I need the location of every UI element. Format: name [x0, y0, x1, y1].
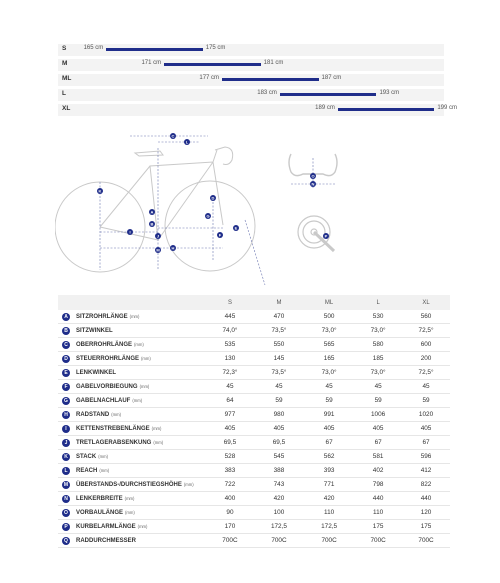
size-row — [58, 89, 444, 101]
measurement-value: 59 — [354, 394, 402, 408]
measurement-value: 110 — [354, 506, 402, 520]
measurement-value: 743 — [254, 478, 304, 492]
size-range-bar — [106, 48, 203, 51]
measurement-value: 565 — [304, 338, 354, 352]
measurement-value: 700C — [402, 534, 450, 548]
measurement-value: 405 — [206, 422, 254, 436]
measurement-value: 45 — [206, 380, 254, 394]
row-letter-badge: K — [62, 453, 70, 461]
measurement-label: TRETLAGERABSENKUNG — [76, 439, 152, 446]
measurement-name — [74, 464, 206, 478]
measurement-value: 1006 — [354, 408, 402, 422]
measurement-unit: (mm) — [183, 481, 194, 487]
measurement-value: 72,5° — [402, 366, 450, 380]
measurement-value: 120 — [402, 506, 450, 520]
measurement-value: 822 — [402, 478, 450, 492]
letter-l-label: L — [185, 139, 189, 145]
measurement-value: 560 — [402, 310, 450, 324]
measurement-value: 991 — [304, 408, 354, 422]
measurement-value: 90 — [206, 506, 254, 520]
table-row — [58, 352, 450, 366]
measurement-value: 59 — [304, 394, 354, 408]
table-row — [58, 380, 450, 394]
letter-p-label: P — [324, 233, 328, 239]
size-min-label: 171 cm — [141, 60, 162, 66]
table-row — [58, 450, 450, 464]
table-row — [58, 324, 450, 338]
measurement-value: 700C — [254, 534, 304, 548]
row-letter-badge: L — [62, 467, 70, 475]
row-letter-badge: J — [62, 439, 70, 447]
measurement-label: SITZWINKEL — [76, 327, 113, 334]
measurement-value: 700C — [354, 534, 402, 548]
front-wheel — [165, 181, 255, 271]
measurement-value: 100 — [254, 506, 304, 520]
measurement-value: 580 — [354, 338, 402, 352]
letter-d-label: D — [211, 195, 215, 201]
measurement-unit: (mm) — [99, 467, 110, 473]
measurement-value: 73,0° — [354, 366, 402, 380]
measurement-name — [74, 534, 206, 548]
measurement-value: 69,5 — [206, 436, 254, 450]
letter-a-label: A — [150, 209, 154, 215]
measurement-value: 405 — [304, 422, 354, 436]
measurement-label: OBERROHRLÄNGE — [76, 341, 133, 348]
table-row — [58, 338, 450, 352]
row-letter-badge: G — [62, 397, 70, 405]
size-row — [58, 104, 458, 116]
measurement-value: 200 — [402, 352, 450, 366]
table-row — [58, 394, 450, 408]
measurement-name — [74, 324, 206, 338]
table-row — [58, 366, 450, 380]
measurement-value: 977 — [206, 408, 254, 422]
letter-i-label: I — [129, 229, 131, 235]
letter-f-label: F — [218, 232, 222, 238]
row-letter-badge: I — [62, 425, 70, 433]
measurement-value: 74,0° — [206, 324, 254, 338]
measurement-value: 185 — [354, 352, 402, 366]
measurement-value: 59 — [402, 394, 450, 408]
measurement-name — [74, 436, 206, 450]
measurement-name — [74, 520, 206, 534]
measurement-value: 445 — [206, 310, 254, 324]
row-letter-badge: F — [62, 383, 70, 391]
measurement-value: 798 — [354, 478, 402, 492]
size-row — [58, 74, 444, 86]
measurement-value: 388 — [254, 464, 304, 478]
measurement-unit: (mm) — [134, 341, 144, 347]
size-range-bar — [222, 78, 319, 81]
measurement-value: 73,0° — [354, 324, 402, 338]
measurement-value: 383 — [206, 464, 254, 478]
table-row — [58, 464, 450, 478]
measurement-unit: (mm) — [137, 523, 148, 529]
measurement-name — [74, 478, 206, 492]
size-label: S — [62, 45, 67, 52]
row-letter-badge: E — [62, 369, 70, 377]
measurement-value: 528 — [206, 450, 254, 464]
measurement-value: 722 — [206, 478, 254, 492]
measurement-value: 600 — [402, 338, 450, 352]
measurement-value: 400 — [206, 492, 254, 506]
measurement-value: 45 — [304, 380, 354, 394]
table-row — [58, 492, 450, 506]
measurement-value: 73,0° — [304, 324, 354, 338]
measurement-value: 172,5 — [304, 520, 354, 534]
size-max-label: 193 cm — [379, 90, 400, 96]
measurement-unit: (mm) — [151, 425, 162, 431]
measurement-unit: (mm) — [129, 313, 140, 319]
column-header: S — [206, 295, 254, 310]
size-min-label: 165 cm — [83, 45, 104, 51]
measurement-unit: (mm) — [153, 439, 164, 445]
measurement-unit: (mm) — [139, 383, 150, 389]
row-letter-badge: O — [62, 509, 70, 517]
letter-o-label: O — [311, 173, 315, 179]
row-letter-badge: P — [62, 523, 70, 531]
measurement-value: 581 — [354, 450, 402, 464]
row-letter-badge: D — [62, 355, 70, 363]
measurement-label: RADDURCHMESSER — [76, 537, 137, 544]
measurement-value: 1020 — [402, 408, 450, 422]
measurement-name — [74, 450, 206, 464]
measurement-value: 405 — [402, 422, 450, 436]
measurement-value: 470 — [254, 310, 304, 324]
measurement-name — [74, 394, 206, 408]
row-letter-badge: N — [62, 495, 70, 503]
measurement-value: 72,3° — [206, 366, 254, 380]
size-range-bar — [164, 63, 261, 66]
measurement-value: 59 — [254, 394, 304, 408]
measurement-value: 69,5 — [254, 436, 304, 450]
handlebar-shape — [215, 147, 233, 165]
measurement-value: 64 — [206, 394, 254, 408]
table-row — [58, 310, 450, 324]
row-letter-badge: Q — [62, 537, 70, 545]
measurement-unit: (mm) — [141, 355, 151, 361]
table-row — [58, 506, 450, 520]
size-label: ML — [62, 75, 72, 82]
table-header-row — [58, 295, 450, 310]
measurement-name — [74, 422, 206, 436]
road-bike-geometry-icon — [55, 120, 270, 285]
column-header: M — [254, 295, 304, 310]
measurement-label: SITZROHRLÄNGE — [76, 313, 128, 320]
letter-n-label: N — [311, 181, 315, 187]
letter-k-label: K — [98, 188, 102, 194]
measurement-name — [74, 380, 206, 394]
measurement-value: 45 — [254, 380, 304, 394]
size-label: M — [62, 60, 68, 67]
crankset-icon — [292, 206, 342, 261]
measurement-value: 45 — [354, 380, 402, 394]
measurement-label: VORBAULÄNGE — [76, 509, 124, 516]
letter-c-label: C — [171, 133, 175, 139]
measurement-name — [74, 310, 206, 324]
measurement-value: 530 — [354, 310, 402, 324]
measurement-value: 440 — [354, 492, 402, 506]
measurement-value: 550 — [254, 338, 304, 352]
measurement-value: 700C — [206, 534, 254, 548]
measurement-value: 73,5° — [254, 366, 304, 380]
size-range-bar — [280, 93, 377, 96]
measurement-value: 67 — [354, 436, 402, 450]
measurement-value: 175 — [402, 520, 450, 534]
table-row — [58, 520, 450, 534]
column-header: ML — [304, 295, 354, 310]
table-row — [58, 534, 450, 548]
measurement-value: 545 — [254, 450, 304, 464]
measurement-value: 412 — [402, 464, 450, 478]
measurement-name — [74, 352, 206, 366]
letter-j-label: J — [156, 233, 160, 239]
handlebar-icon — [283, 148, 343, 193]
size-max-label: 187 cm — [321, 75, 342, 81]
size-row — [58, 44, 444, 56]
measurement-value: 175 — [354, 520, 402, 534]
measurement-label: LENKERBREITE — [76, 495, 123, 502]
measurement-unit: (mm) — [125, 509, 135, 515]
letter-h-label: H — [171, 245, 175, 251]
measurement-name — [74, 366, 206, 380]
measurement-label: STACK — [76, 453, 97, 460]
measurement-unit: (mm) — [132, 397, 143, 403]
size-range-chart — [58, 44, 458, 119]
measurement-value: 420 — [304, 492, 354, 506]
bike-frame — [100, 150, 223, 240]
measurement-label: GABELNACHLAUF — [76, 397, 131, 404]
measurement-label: KETTENSTREBENLÄNGE — [76, 425, 150, 432]
letter-e-label: E — [234, 225, 238, 231]
measurement-value: 562 — [304, 450, 354, 464]
size-label: L — [62, 90, 66, 97]
measurement-value: 172,5 — [254, 520, 304, 534]
measurement-value: 73,0° — [304, 366, 354, 380]
table-row — [58, 408, 450, 422]
row-letter-badge: M — [63, 481, 69, 488]
measurement-value: 596 — [402, 450, 450, 464]
measurement-value: 700C — [304, 534, 354, 548]
size-label: XL — [62, 105, 71, 112]
measurement-value: 170 — [206, 520, 254, 534]
measurement-label: REACH — [76, 467, 98, 474]
row-letter-badge: C — [62, 341, 70, 349]
measurement-label: GABELVORBIEGUNG — [76, 383, 138, 390]
measurement-value: 402 — [354, 464, 402, 478]
letter-m-label: M — [156, 247, 160, 253]
letter-g-label: G — [206, 213, 210, 219]
measurement-value: 405 — [354, 422, 402, 436]
geometry-table — [58, 295, 450, 548]
measurement-value: 45 — [402, 380, 450, 394]
measurement-value: 110 — [304, 506, 354, 520]
measurement-name — [74, 408, 206, 422]
size-max-label: 181 cm — [263, 60, 284, 66]
measurement-label: KURBELARMLÄNGE — [76, 523, 136, 530]
table-row — [58, 478, 450, 492]
size-range-bar — [338, 108, 435, 111]
measurement-value: 145 — [254, 352, 304, 366]
measurement-name — [74, 506, 206, 520]
column-header: XL — [402, 295, 450, 310]
size-min-label: 189 cm — [315, 105, 335, 111]
saddle — [135, 151, 163, 156]
measurement-value: 500 — [304, 310, 354, 324]
measurement-name — [74, 492, 206, 506]
row-letter-badge: B — [62, 327, 70, 335]
measurement-value: 165 — [304, 352, 354, 366]
measurement-unit: (mm) — [124, 495, 135, 501]
row-letter-badge: H — [62, 411, 70, 419]
measurement-value: 980 — [254, 408, 304, 422]
letter-b-label: B — [150, 221, 154, 227]
row-letter-badge: A — [62, 313, 70, 321]
size-min-label: 177 cm — [199, 75, 220, 81]
measurement-value: 67 — [304, 436, 354, 450]
measurement-value: 535 — [206, 338, 254, 352]
measurement-label: LENKWINKEL — [76, 369, 116, 376]
measurement-label: STEUERROHRLÄNGE — [76, 355, 140, 362]
measurement-value: 130 — [206, 352, 254, 366]
measurement-value: 73,5° — [254, 324, 304, 338]
size-max-label: 175 cm — [205, 45, 226, 51]
measurement-value: 440 — [402, 492, 450, 506]
measurement-value: 771 — [304, 478, 354, 492]
measurement-unit: (mm) — [111, 411, 121, 417]
table-row — [58, 436, 450, 450]
column-header: L — [354, 295, 402, 310]
measurement-value: 67 — [402, 436, 450, 450]
measurement-unit: (mm) — [98, 453, 108, 459]
table-row — [58, 422, 450, 436]
measurement-label: ÜBERSTANDS-/DURCHSTIEGSHÖHE — [76, 481, 182, 488]
measurement-label: RADSTAND — [76, 411, 110, 418]
measurement-value: 393 — [304, 464, 354, 478]
measurement-value: 420 — [254, 492, 304, 506]
measurement-value: 72,5° — [402, 324, 450, 338]
size-min-label: 183 cm — [257, 90, 277, 96]
measurement-value: 405 — [254, 422, 304, 436]
measurement-name — [74, 338, 206, 352]
size-row — [58, 59, 444, 71]
size-max-label: 199 cm — [437, 105, 458, 111]
